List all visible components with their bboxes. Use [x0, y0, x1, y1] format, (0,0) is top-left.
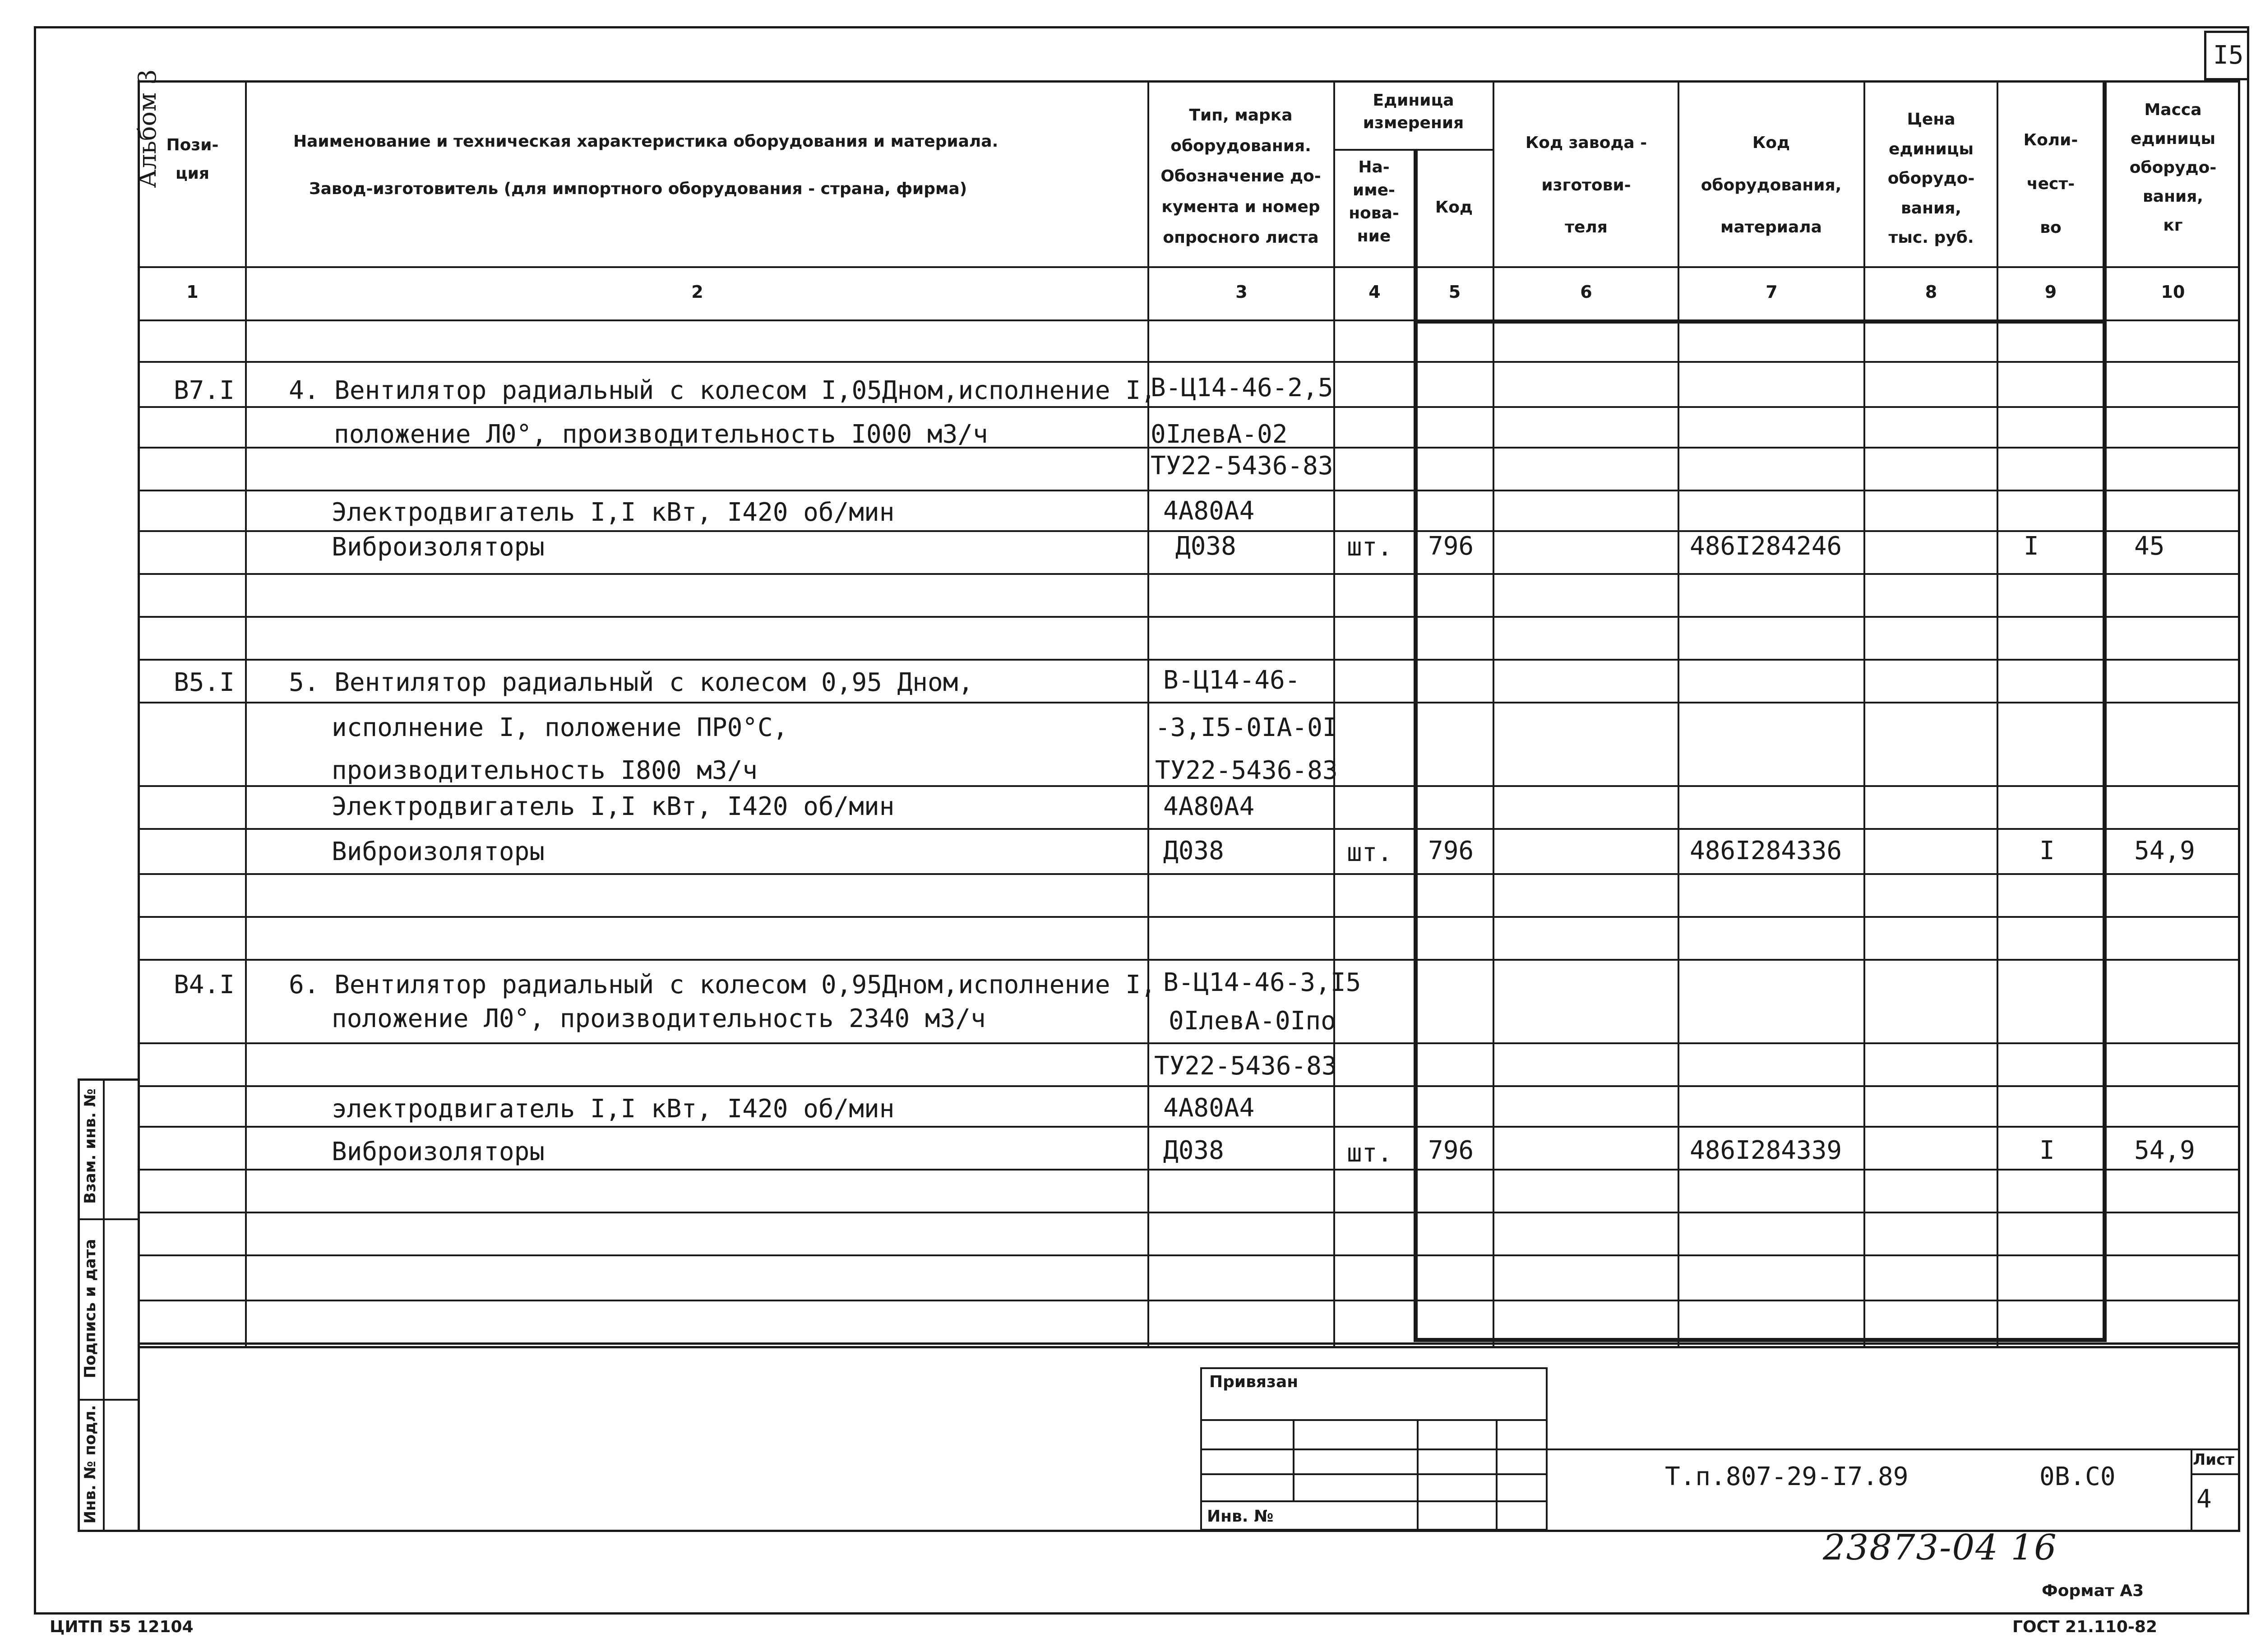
privyazan-vline [1496, 1419, 1498, 1530]
colnum-bottom [138, 319, 2240, 321]
unit-group-divider [1333, 149, 1493, 151]
row-unit: шт. [1347, 838, 1393, 867]
footer-format: Формат А3 [2042, 1582, 2144, 1600]
footer-gost: ГОСТ 21.110-82 [2012, 1618, 2158, 1636]
row-mass: 54,9 [2134, 836, 2195, 865]
header-col6: Код завода - изготови- теля [1525, 134, 1647, 237]
header-col5: Код [1435, 198, 1473, 217]
row-line [138, 616, 2240, 618]
side-stamp-inner [103, 1078, 105, 1532]
row-type: 4A80A4 [1163, 1093, 1255, 1123]
colnum-9: 9 [2044, 282, 2057, 302]
header-col9: Коли- чест- во [2023, 131, 2078, 237]
footer-left: ЦИТП 55 12104 [50, 1618, 194, 1636]
side-label-podpis: Подпись и дата [81, 1239, 99, 1379]
stamp-area [138, 1342, 2240, 1532]
section-code: 0В.С0 [2039, 1462, 2116, 1491]
header-col7: Код оборудования, материала [1701, 134, 1842, 237]
row-mass: 45 [2134, 532, 2165, 561]
colnum-10: 10 [2161, 282, 2185, 302]
row-qty: I [2024, 532, 2039, 561]
colnum-1: 1 [186, 282, 199, 302]
row-line [138, 702, 2240, 703]
row-line [138, 490, 2240, 491]
header-col2-line1: Наименование и техническая характеристика оборудования и материала. [293, 132, 999, 151]
colnum-2: 2 [691, 282, 703, 302]
row-line [138, 1126, 2240, 1128]
row-type: 4A80A4 [1163, 792, 1255, 821]
row-type: 0IлевA-02 [1151, 420, 1288, 449]
row-type: 4A80A4 [1163, 496, 1255, 526]
row-name: Электродвигатель I,I кВт, I420 об/мин [332, 498, 895, 527]
row-line [138, 1212, 2240, 1213]
side-label-inv: Инв. № подл. [81, 1405, 99, 1524]
row-line [138, 916, 2240, 918]
row-line [138, 959, 2240, 961]
row-equip-code: 486I284336 [1690, 836, 1842, 865]
col-divider [1678, 80, 1679, 1348]
privyazan-label: Привязан [1209, 1373, 1299, 1391]
row-line [138, 1254, 2240, 1256]
row-name: электродвигатель I,I кВт, I420 об/мин [332, 1094, 895, 1124]
row-name: 6. Вентилятор радиальный с колесом 0,95Дном,исполнение I, [289, 970, 1156, 1000]
row-name: положение Л0°, производительность 2340 м3/ч [332, 1004, 986, 1033]
row-mass: 54,9 [2134, 1136, 2195, 1165]
row-line [138, 873, 2240, 875]
row-type: ТУ22-5436-83 [1155, 756, 1338, 785]
row-type: В-Ц14-46-2,5 [1151, 373, 1333, 403]
list-label: Лист [2193, 1451, 2234, 1469]
header-bottom [138, 266, 2240, 268]
row-name: производительность I800 м3/ч [332, 756, 758, 785]
col-divider [2103, 80, 2107, 1340]
row-name: положение Л0°, производительность I000 м3/ч [334, 420, 988, 449]
header-col1: Пози- ция [166, 136, 219, 183]
row-pos: В4.I [174, 970, 235, 1000]
row-type: В-Ц14-46-3,I5 [1163, 968, 1361, 997]
row-line [138, 1169, 2240, 1171]
header-col4: На- име- нова- ние [1349, 158, 1399, 246]
row-name: 4. Вентилятор радиальный с колесом I,05Дном,исполнение I, [289, 376, 1156, 405]
row-name: Виброизоляторы [332, 532, 545, 562]
list-number: 4 [2196, 1485, 2212, 1514]
colnum-6: 6 [1580, 282, 1592, 302]
row-line [138, 1300, 2240, 1301]
colnum-7: 7 [1766, 282, 1778, 302]
list-vline [2191, 1448, 2192, 1532]
doc-code-top [1548, 1448, 2240, 1450]
inv-no-label: Инв. № [1207, 1507, 1274, 1526]
side-label-vzam: Взам. инв. № [81, 1088, 99, 1204]
row-type: Д038 [1163, 836, 1224, 865]
row-unit-code: 796 [1428, 1136, 1474, 1165]
col-divider [1863, 80, 1865, 1348]
row-equip-code: 486I284339 [1690, 1136, 1842, 1165]
colnum-5: 5 [1448, 282, 1461, 302]
header-col10: Масса единицы оборудо- вания, кг [2129, 101, 2217, 235]
row-type: Д038 [1163, 1136, 1224, 1165]
row-name: Виброизоляторы [332, 1137, 545, 1166]
privyazan-vline [1417, 1419, 1419, 1530]
row-line [138, 573, 2240, 575]
row-unit-code: 796 [1428, 836, 1474, 865]
row-pos: В5.I [174, 668, 235, 697]
row-line [138, 1085, 2240, 1087]
header-col8: Цена единицы оборудо- вания, тыс. руб. [1887, 110, 1975, 247]
doc-code: Т.п.807-29-I7.89 [1665, 1462, 1909, 1491]
block-bottom [1414, 1338, 2107, 1342]
list-line [2191, 1473, 2240, 1475]
row-type: 0IлевA-0Iпо [1169, 1006, 1336, 1036]
row-name: исполнение I, положение ПР0°С, [332, 713, 788, 742]
row-line [138, 659, 2240, 661]
row-qty: I [2039, 836, 2055, 865]
row-unit: шт. [1347, 532, 1393, 562]
row-line [138, 1042, 2240, 1044]
row-name: Электродвигатель I,I кВт, I420 об/мин [332, 792, 895, 821]
row-name: Виброизоляторы [332, 837, 545, 866]
col-divider [1147, 80, 1149, 1348]
sheet-number: I5 [2213, 41, 2244, 70]
row-equip-code: 486I284246 [1690, 532, 1842, 561]
colnum-8: 8 [1925, 282, 1937, 302]
row-type: ТУ22-5436-83 [1151, 451, 1333, 481]
row-type: В-Ц14-46- [1163, 666, 1300, 695]
row-unit-code: 796 [1428, 532, 1474, 561]
privyazan-vline [1293, 1419, 1294, 1500]
row-type: Д038 [1175, 532, 1236, 561]
col-divider [1493, 80, 1494, 1348]
row-type: ТУ22-5436-83 [1154, 1051, 1337, 1081]
row-pos: В7.I [174, 376, 235, 405]
row-unit: шт. [1347, 1138, 1393, 1168]
header-col2-line2: Завод-изготовитель (для импортного оборудования - страна, фирма) [309, 180, 967, 198]
row-line [138, 828, 2240, 830]
row-name: 5. Вентилятор радиальный с колесом 0,95 Дном, [289, 668, 974, 697]
col-divider [1997, 80, 1998, 1348]
colnum-3: 3 [1235, 282, 1248, 302]
row-line [138, 406, 2240, 408]
header-col3: Тип, марка оборудования. Обозначение до- кумента и номер опросного листа [1160, 106, 1321, 247]
row-line [138, 785, 2240, 787]
colnum-4: 4 [1368, 282, 1381, 302]
col-divider [1414, 149, 1418, 1340]
row-line [138, 361, 2240, 363]
side-stamp-line [78, 1218, 140, 1220]
row-type: -3,I5-0IA-0I [1155, 713, 1338, 742]
album-label: Альбом 3 [133, 69, 162, 188]
handwritten-number: 23873-04 16 [1823, 1527, 2057, 1568]
row-qty: I [2039, 1136, 2055, 1165]
header-unit-group: Единица измерения [1363, 91, 1464, 133]
col-divider [245, 80, 247, 1348]
